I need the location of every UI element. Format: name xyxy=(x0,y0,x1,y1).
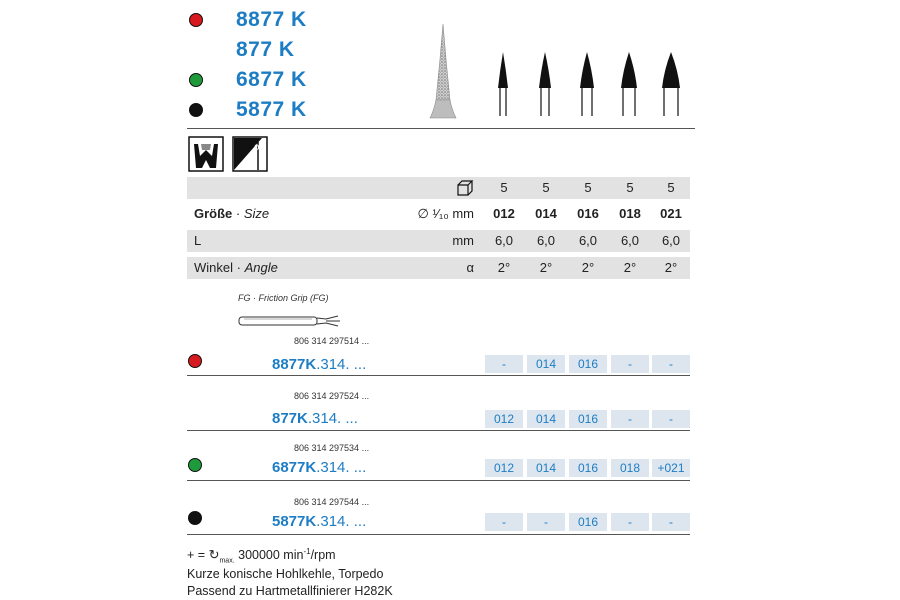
size-availability-cell: - xyxy=(611,355,649,373)
length-cell: 6,0 xyxy=(611,230,649,252)
length-row-label: L xyxy=(194,233,202,248)
speed-prefix: + = xyxy=(187,548,206,563)
size-availability-cell: 014 xyxy=(527,410,565,428)
angle-cell: 2° xyxy=(527,257,565,279)
ref-number: 806 314 297524 ... xyxy=(294,391,370,401)
angle-cell: 2° xyxy=(652,257,690,279)
row-divider xyxy=(187,534,690,535)
size-availability-cell: 016 xyxy=(569,410,607,428)
pack-qty-cell: 5 xyxy=(611,177,649,199)
angle-cell: 2° xyxy=(611,257,649,279)
pack-qty-cell: 5 xyxy=(569,177,607,199)
bur-silhouette-016 xyxy=(576,50,598,118)
bur-silhouette-014 xyxy=(534,50,556,118)
code-bold: 8877K xyxy=(272,356,317,373)
pack-qty-cell: 5 xyxy=(485,177,523,199)
size-availability-cell: 014 xyxy=(527,355,565,373)
size-label-bold: Größe xyxy=(194,206,233,221)
size-row-label xyxy=(194,203,269,225)
friction-grip-shank-icon xyxy=(238,312,342,330)
size-label-italic: Size xyxy=(243,206,270,221)
size-availability-cell: - xyxy=(485,513,523,531)
red-dot-icon xyxy=(188,354,202,368)
row-divider xyxy=(187,375,690,376)
header-divider xyxy=(187,128,695,129)
rotation-icon: ↻ xyxy=(208,547,220,563)
product-name-877k: 877 K xyxy=(236,38,295,61)
length-cell: 6,0 xyxy=(652,230,690,252)
code-suffix: .314. ... xyxy=(307,410,358,427)
angle-label-italic: Angle xyxy=(244,260,278,275)
size-availability-cell: 012 xyxy=(485,459,523,477)
green-dot-icon xyxy=(189,73,203,87)
product-name-6877k: 6877 K xyxy=(236,68,307,91)
bur-silhouette-021 xyxy=(660,50,682,118)
size-availability-cell: - xyxy=(652,513,690,531)
diamond-bur-image xyxy=(420,22,470,122)
size-unit: ∅ ¹⁄₁₀ mm xyxy=(417,206,474,221)
angle-unit: α xyxy=(466,260,474,275)
product-name-5877k: 5877 K xyxy=(236,98,307,121)
angle-label-sep: · xyxy=(233,260,245,275)
size-availability-cell: 014 xyxy=(527,459,565,477)
red-dot-icon xyxy=(189,13,203,27)
code-bold: 5877K xyxy=(272,513,317,530)
angle-cell: 2° xyxy=(485,257,523,279)
size-availability-cell: 016 xyxy=(569,513,607,531)
length-unit: mm xyxy=(452,233,474,248)
speed-note xyxy=(187,547,336,565)
description-line: Kurze konische Hohlkehle, Torpedo xyxy=(187,567,384,581)
green-dot-icon xyxy=(188,458,202,472)
code-suffix: .314. ... xyxy=(316,356,367,373)
size-availability-cell: - xyxy=(611,513,649,531)
length-cell: 6,0 xyxy=(485,230,523,252)
size-availability-cell: - xyxy=(652,410,690,428)
size-availability-cell: 012 xyxy=(485,410,523,428)
ref-number: 806 314 297534 ... xyxy=(294,443,370,453)
compatibility-line: Passend zu Hartmetallfinierer H282K xyxy=(187,584,393,598)
size-availability-cell: 018 xyxy=(611,459,649,477)
size-cell: 016 xyxy=(569,203,607,225)
code-bold: 877K xyxy=(272,410,308,427)
size-label-sep: · xyxy=(232,206,244,221)
size-cell: 021 xyxy=(652,203,690,225)
speed-value: 300000 min xyxy=(234,548,304,563)
product-code-6877k xyxy=(272,459,366,476)
package-box-icon xyxy=(456,180,474,196)
pack-qty-cell: 5 xyxy=(652,177,690,199)
product-code-8877k xyxy=(272,356,366,373)
size-availability-cell: 016 xyxy=(569,355,607,373)
code-bold: 6877K xyxy=(272,459,317,476)
black-dot-icon xyxy=(189,103,203,117)
black-dot-icon xyxy=(188,511,202,525)
speed-unit: /rpm xyxy=(310,548,336,563)
bur-silhouette-018 xyxy=(618,50,640,118)
product-name-8877k: 8877 K xyxy=(236,8,307,31)
size-availability-cell: - xyxy=(527,513,565,531)
bur-silhouette-012 xyxy=(492,50,514,118)
tooth-cavity-icon xyxy=(188,136,224,172)
size-availability-cell: - xyxy=(652,355,690,373)
angle-row-label xyxy=(194,257,278,279)
ref-number: 806 314 297514 ... xyxy=(294,336,370,346)
svg-text:α: α xyxy=(254,142,261,153)
angle-label-plain: Winkel xyxy=(194,260,234,275)
size-availability-cell: +021 xyxy=(652,459,690,477)
size-cell: 018 xyxy=(611,203,649,225)
ref-number: 806 314 297544 ... xyxy=(294,497,370,507)
size-cell: 012 xyxy=(485,203,523,225)
pack-qty-cell: 5 xyxy=(527,177,565,199)
code-suffix: .314. ... xyxy=(316,459,367,476)
row-divider xyxy=(187,480,690,481)
length-cell: 6,0 xyxy=(527,230,565,252)
size-availability-cell: - xyxy=(485,355,523,373)
code-suffix: .314. ... xyxy=(316,513,367,530)
product-code-5877k xyxy=(272,513,366,530)
product-code-877k xyxy=(272,410,358,427)
speed-superscript: -1 xyxy=(303,547,311,556)
length-cell: 6,0 xyxy=(569,230,607,252)
size-availability-cell: - xyxy=(611,410,649,428)
angle-alpha-icon xyxy=(232,136,268,172)
row-divider xyxy=(187,430,690,431)
size-cell: 014 xyxy=(527,203,565,225)
angle-cell: 2° xyxy=(569,257,607,279)
size-availability-cell: 016 xyxy=(569,459,607,477)
shank-label: FG · Friction Grip (FG) xyxy=(238,293,329,303)
speed-subscript: max. xyxy=(219,557,235,565)
